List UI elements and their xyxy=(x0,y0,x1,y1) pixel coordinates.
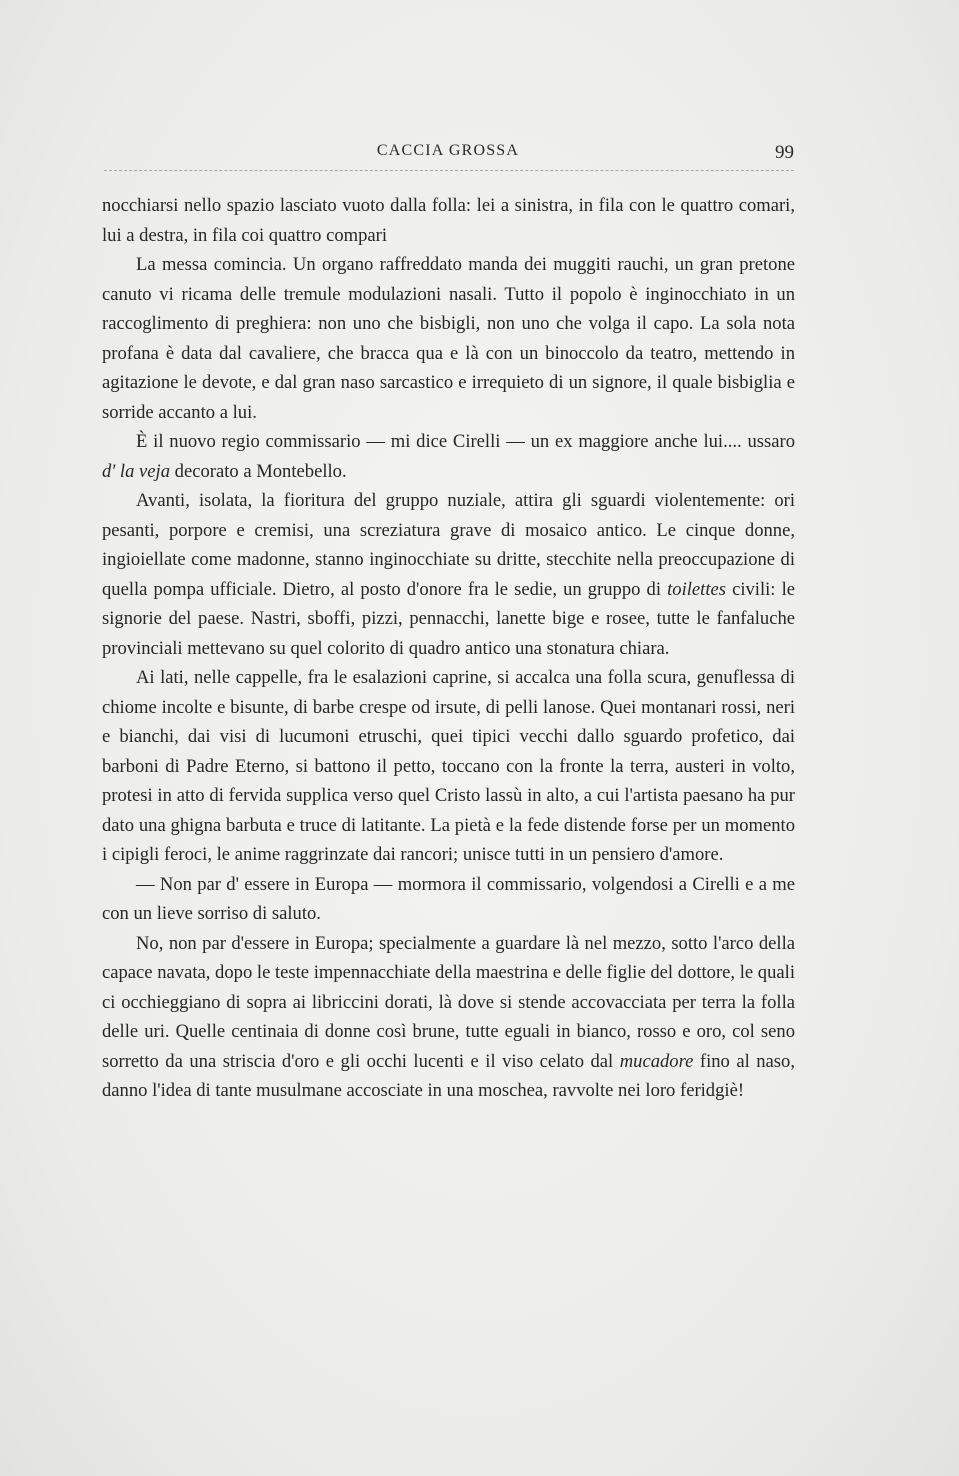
running-head xyxy=(102,142,794,170)
paragraph-p2 xyxy=(102,250,795,427)
running-title: CACCIA GROSSA xyxy=(376,142,520,159)
italic-text: toilettes xyxy=(667,578,726,600)
text-run: Ai lati, nelle cappelle, fra le esalazioni caprine, si accalca una folla scura, genuflessa di chiome incolte e bisunte, di barbe crespe od irsute, di pelli lanose. Quei montanari rossi, neri e bianchi, dai visi di lucumoni etruschi, quei tipici vecchi dallo sguardo profetico, dai barboni di Padre Eterno, si battono il petto, toccano con la fronte la terra, austeri in volto, protesi in atto di fervida supplica verso quel Cristo lassù in alto, a cui l'artista paesano ha pur dato una ghigna barbuta e truce di latitante. La pietà e la fede distende forse per un momento i cipigli feroci, le anime raggrinzate dai rancori; unisce tutti in un pensiero d'amore. xyxy=(102,667,795,865)
paragraph-p7 xyxy=(102,929,795,1106)
text-run: civili: le signorie del paese. Nastri, sboffi, pizzi, pennacchi, lanette bige e rosee, tutte le fanfaluche provinciali mettevano su quel colorito di quadro antico una stonatura chiara. xyxy=(102,578,795,659)
body-text xyxy=(102,191,795,1106)
page-number: 99 xyxy=(775,142,794,163)
text-run: La messa comincia. Un organo raffreddato manda dei muggiti rauchi, un gran pretone canuto vi ricama delle tremule modulazioni nasali. Tutto il popolo è inginocchiato in un raccoglimento di preghiera: non uno che bisbigli, non uno che volga il capo. La sola nota profana è data dal cavaliere, che bracca qua e là con un binoccolo da teatro, mettendo in agitazione le devote, e dal gran naso sarcastico e irrequieto di un signore, il quale bisbiglia e sorride accanto a lui. xyxy=(102,254,795,423)
text-run: No, non par d'essere in Europa; specialmente a guardare là nel mezzo, sotto l'arco della capace navata, dopo le teste impennacchiate della maestrina e delle figlie del dottore, le quali ci occhieggiano di sopra ai libriccini dorati, là dove si stende accovacciata per terra la folla delle uri. Quelle centinaia di donne così brune, tutte eguali in bianco, rosso e oro, col seno sorretto da una striscia d'oro e gli occhi lucenti e il viso celato dal xyxy=(102,932,795,1072)
paragraph-p5 xyxy=(102,663,795,870)
text-run: — Non par d' essere in Europa — mormora il commissario, volgendosi a Cirelli e a me con un lieve sorriso di saluto. xyxy=(102,873,795,924)
text-run: nocchiarsi nello spazio lasciato vuoto dalla folla: lei a sinistra, in fila con le quattro comari, lui a destra, in fila coi quattro compari xyxy=(102,195,795,246)
paragraph-p1 xyxy=(102,191,795,250)
text-run: fino al naso, danno l'idea di tante musulmane accosciate in una moschea, ravvolte nei loro feridgiè! xyxy=(102,1050,795,1101)
text-run: decorato a Montebello. xyxy=(170,460,347,482)
header-rule xyxy=(104,170,794,171)
paragraph-p4 xyxy=(102,486,795,663)
paragraph-p6 xyxy=(102,870,795,929)
text-run: Avanti, isolata, la fioritura del gruppo nuziale, attira gli sguardi violentemente: ori pesanti, porpore e cremisi, una screziatura grave di mosaico antico. Le cinque donne, ingioiellate come madonne, stanno inginocchiate su dritte, stecchite nella preoccupazione di quella pompa ufficiale. Dietro, al posto d'onore fra le sedie, un gruppo di xyxy=(102,490,795,600)
text-run: È il nuovo regio commissario — mi dice Cirelli — un ex maggiore anche lui.... ussaro xyxy=(136,431,795,452)
italic-text: mucadore xyxy=(619,1050,694,1072)
italic-text: d' la veja xyxy=(102,460,171,482)
paragraph-p3 xyxy=(102,427,795,486)
